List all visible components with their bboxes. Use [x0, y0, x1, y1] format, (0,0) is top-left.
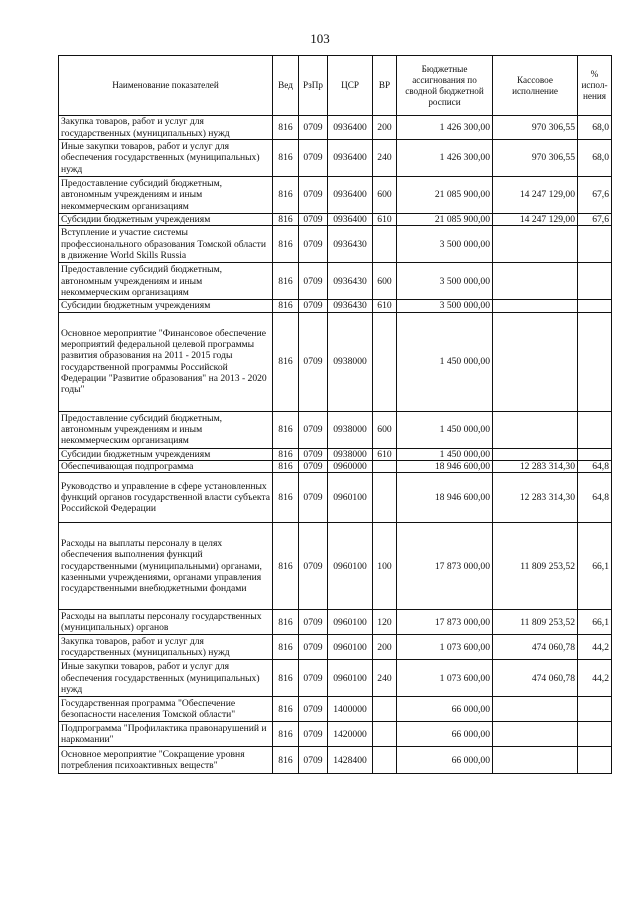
cell-vr: 610: [373, 300, 397, 312]
cell-name: Предоставление субсидий бюджетным, автономным учреждениям и иным некоммерческим организациям: [59, 177, 273, 214]
budget-execution-table: [58, 55, 612, 774]
cell-vr: [373, 697, 397, 722]
cell-percent: 66,1: [578, 610, 612, 635]
cell-percent: 44,2: [578, 635, 612, 660]
cell-rzpr: 0709: [299, 635, 328, 660]
cell-rzpr: 0709: [299, 747, 328, 774]
table-row: [59, 411, 612, 448]
cell-percent: [578, 263, 612, 300]
table-row: [59, 635, 612, 660]
page-number: 103: [310, 31, 330, 46]
cell-vr: 200: [373, 116, 397, 140]
cell-cash: [493, 263, 578, 300]
table-row: [59, 140, 612, 177]
cell-percent: 64,8: [578, 473, 612, 523]
cell-rzpr: 0709: [299, 300, 328, 312]
cell-name: Иные закупки товаров, работ и услуг для обеспечения государственных (муниципальных) нужд: [59, 660, 273, 697]
cell-percent: [578, 411, 612, 448]
header-cash: Кассовое исполнение: [493, 56, 578, 116]
header-vr: ВР: [373, 56, 397, 116]
cell-percent: 67,6: [578, 214, 612, 226]
cell-vr: 610: [373, 214, 397, 226]
cell-name: Закупка товаров, работ и услуг для государственных (муниципальных) нужд: [59, 116, 273, 140]
cell-csr: 0936400: [328, 214, 373, 226]
cell-percent: 66,1: [578, 523, 612, 610]
cell-budget: 1 450 000,00: [397, 411, 493, 448]
table-row: [59, 460, 612, 472]
cell-percent: 64,8: [578, 460, 612, 472]
cell-cash: 14 247 129,00: [493, 214, 578, 226]
cell-budget: 1 426 300,00: [397, 140, 493, 177]
cell-vr: [373, 312, 397, 411]
table-row: [59, 300, 612, 312]
cell-name: Подпрограмма "Профилактика правонарушений и наркомании": [59, 722, 273, 747]
cell-rzpr: 0709: [299, 448, 328, 460]
cell-percent: [578, 300, 612, 312]
cell-ved: 816: [273, 523, 299, 610]
cell-ved: 816: [273, 214, 299, 226]
cell-ved: 816: [273, 722, 299, 747]
cell-rzpr: 0709: [299, 610, 328, 635]
cell-vr: 600: [373, 263, 397, 300]
cell-budget: 18 946 600,00: [397, 473, 493, 523]
cell-rzpr: 0709: [299, 523, 328, 610]
cell-csr: 0960100: [328, 660, 373, 697]
cell-budget: 21 085 900,00: [397, 214, 493, 226]
cell-ved: 816: [273, 448, 299, 460]
cell-ved: 816: [273, 300, 299, 312]
cell-budget: 66 000,00: [397, 697, 493, 722]
cell-vr: 600: [373, 177, 397, 214]
cell-name: Предоставление субсидий бюджетным, автономным учреждениям и иным некоммерческим организациям: [59, 411, 273, 448]
cell-cash: [493, 226, 578, 263]
cell-ved: 816: [273, 610, 299, 635]
table-body: [59, 116, 612, 774]
cell-rzpr: 0709: [299, 177, 328, 214]
cell-csr: 0936400: [328, 116, 373, 140]
cell-cash: [493, 697, 578, 722]
cell-ved: 816: [273, 747, 299, 774]
cell-vr: 200: [373, 635, 397, 660]
cell-csr: 0960100: [328, 610, 373, 635]
cell-vr: [373, 722, 397, 747]
cell-csr: 0938000: [328, 448, 373, 460]
cell-csr: 0936400: [328, 140, 373, 177]
cell-budget: 3 500 000,00: [397, 263, 493, 300]
cell-percent: [578, 697, 612, 722]
cell-rzpr: 0709: [299, 263, 328, 300]
cell-name: Субсидии бюджетным учреждениям: [59, 300, 273, 312]
cell-cash: 12 283 314,30: [493, 473, 578, 523]
table-row: [59, 747, 612, 774]
cell-vr: [373, 747, 397, 774]
table-row: [59, 722, 612, 747]
cell-rzpr: 0709: [299, 660, 328, 697]
cell-name: Основное мероприятие "Финансовое обеспечение мероприятий федеральной целевой программы развития образования на 2011 - 2015 годы государственной программы Российской Федерации "Развитие образования" на 2013 - 2020 годы": [59, 312, 273, 411]
cell-csr: 0936400: [328, 177, 373, 214]
cell-csr: 0960100: [328, 473, 373, 523]
cell-csr: 0960100: [328, 635, 373, 660]
cell-budget: 3 500 000,00: [397, 300, 493, 312]
cell-budget: 3 500 000,00: [397, 226, 493, 263]
table-row: [59, 660, 612, 697]
cell-rzpr: 0709: [299, 411, 328, 448]
cell-name: Государственная программа "Обеспечение безопасности населения Томской области": [59, 697, 273, 722]
cell-percent: 68,0: [578, 140, 612, 177]
cell-budget: 18 946 600,00: [397, 460, 493, 472]
table-row: [59, 312, 612, 411]
cell-budget: 1 450 000,00: [397, 448, 493, 460]
cell-ved: 816: [273, 697, 299, 722]
cell-vr: 240: [373, 660, 397, 697]
cell-budget: 66 000,00: [397, 747, 493, 774]
table-row: [59, 177, 612, 214]
cell-csr: 1428400: [328, 747, 373, 774]
cell-cash: [493, 300, 578, 312]
cell-ved: 816: [273, 116, 299, 140]
cell-cash: [493, 722, 578, 747]
header-budget: Бюджетные ассигнования по сводной бюджетной росписи: [397, 56, 493, 116]
table-row: [59, 116, 612, 140]
header-rzpr: РзПр: [299, 56, 328, 116]
cell-cash: [493, 312, 578, 411]
cell-name: Закупка товаров, работ и услуг для государственных (муниципальных) нужд: [59, 635, 273, 660]
table-row: [59, 523, 612, 610]
cell-rzpr: 0709: [299, 722, 328, 747]
table-row: [59, 697, 612, 722]
cell-csr: 0960000: [328, 460, 373, 472]
cell-budget: 1 426 300,00: [397, 116, 493, 140]
cell-rzpr: 0709: [299, 140, 328, 177]
cell-csr: 0936430: [328, 300, 373, 312]
header-ved: Вед: [273, 56, 299, 116]
cell-cash: 970 306,55: [493, 116, 578, 140]
cell-ved: 816: [273, 635, 299, 660]
cell-percent: 44,2: [578, 660, 612, 697]
cell-rzpr: 0709: [299, 473, 328, 523]
cell-vr: [373, 473, 397, 523]
cell-ved: 816: [273, 473, 299, 523]
cell-cash: 474 060,78: [493, 660, 578, 697]
cell-ved: 816: [273, 460, 299, 472]
cell-budget: 1 073 600,00: [397, 660, 493, 697]
cell-ved: 816: [273, 312, 299, 411]
cell-budget: 66 000,00: [397, 722, 493, 747]
cell-vr: 600: [373, 411, 397, 448]
cell-vr: [373, 226, 397, 263]
cell-budget: 1 073 600,00: [397, 635, 493, 660]
table-row: [59, 448, 612, 460]
table-row: [59, 473, 612, 523]
table-row: [59, 610, 612, 635]
cell-budget: 17 873 000,00: [397, 610, 493, 635]
cell-name: Руководство и управление в сфере установленных функций органов государственной власти субъекта Российской Федерации: [59, 473, 273, 523]
cell-rzpr: 0709: [299, 312, 328, 411]
cell-name: Расходы на выплаты персоналу в целях обеспечения выполнения функций государственными (муниципальными) органами, казенными учреждениями, органами управления государственными внебюджетными фондами: [59, 523, 273, 610]
cell-budget: 17 873 000,00: [397, 523, 493, 610]
cell-percent: [578, 312, 612, 411]
cell-cash: 11 809 253,52: [493, 610, 578, 635]
cell-name: Вступление и участие системы профессионального образования Томской области в движение World Skills Russia: [59, 226, 273, 263]
cell-name: Основное мероприятие "Сокращение уровня потребления психоактивных веществ": [59, 747, 273, 774]
cell-csr: 1420000: [328, 722, 373, 747]
table-header-row: [59, 56, 612, 116]
cell-vr: 100: [373, 523, 397, 610]
cell-name: Расходы на выплаты персоналу государственных (муниципальных) органов: [59, 610, 273, 635]
table-row: [59, 214, 612, 226]
cell-budget: 1 450 000,00: [397, 312, 493, 411]
cell-rzpr: 0709: [299, 226, 328, 263]
cell-percent: 68,0: [578, 116, 612, 140]
cell-csr: 0938000: [328, 411, 373, 448]
cell-csr: 0936430: [328, 263, 373, 300]
header-csr: ЦСР: [328, 56, 373, 116]
cell-cash: [493, 448, 578, 460]
cell-csr: 1400000: [328, 697, 373, 722]
cell-rzpr: 0709: [299, 697, 328, 722]
cell-cash: 11 809 253,52: [493, 523, 578, 610]
cell-cash: 970 306,55: [493, 140, 578, 177]
cell-csr: 0960100: [328, 523, 373, 610]
cell-rzpr: 0709: [299, 116, 328, 140]
cell-name: Обеспечивающая подпрограмма: [59, 460, 273, 472]
cell-vr: 120: [373, 610, 397, 635]
cell-percent: [578, 448, 612, 460]
cell-csr: 0936430: [328, 226, 373, 263]
cell-cash: [493, 411, 578, 448]
cell-csr: 0938000: [328, 312, 373, 411]
cell-ved: 816: [273, 411, 299, 448]
cell-percent: [578, 722, 612, 747]
cell-budget: 21 085 900,00: [397, 177, 493, 214]
cell-vr: [373, 460, 397, 472]
header-name: Наименование показателей: [59, 56, 273, 116]
cell-rzpr: 0709: [299, 214, 328, 226]
cell-ved: 816: [273, 660, 299, 697]
header-percent: % испол-нения: [578, 56, 612, 116]
cell-name: Предоставление субсидий бюджетным, автономным учреждениям и иным некоммерческим организациям: [59, 263, 273, 300]
cell-cash: 12 283 314,30: [493, 460, 578, 472]
cell-ved: 816: [273, 140, 299, 177]
cell-name: Иные закупки товаров, работ и услуг для обеспечения государственных (муниципальных) нужд: [59, 140, 273, 177]
cell-ved: 816: [273, 263, 299, 300]
table-row: [59, 226, 612, 263]
cell-rzpr: 0709: [299, 460, 328, 472]
cell-cash: [493, 747, 578, 774]
cell-name: Субсидии бюджетным учреждениям: [59, 214, 273, 226]
cell-ved: 816: [273, 177, 299, 214]
cell-ved: 816: [273, 226, 299, 263]
cell-cash: 474 060,78: [493, 635, 578, 660]
cell-vr: 610: [373, 448, 397, 460]
cell-cash: 14 247 129,00: [493, 177, 578, 214]
cell-percent: [578, 747, 612, 774]
cell-percent: [578, 226, 612, 263]
cell-vr: 240: [373, 140, 397, 177]
table-row: [59, 263, 612, 300]
cell-percent: 67,6: [578, 177, 612, 214]
cell-name: Субсидии бюджетным учреждениям: [59, 448, 273, 460]
